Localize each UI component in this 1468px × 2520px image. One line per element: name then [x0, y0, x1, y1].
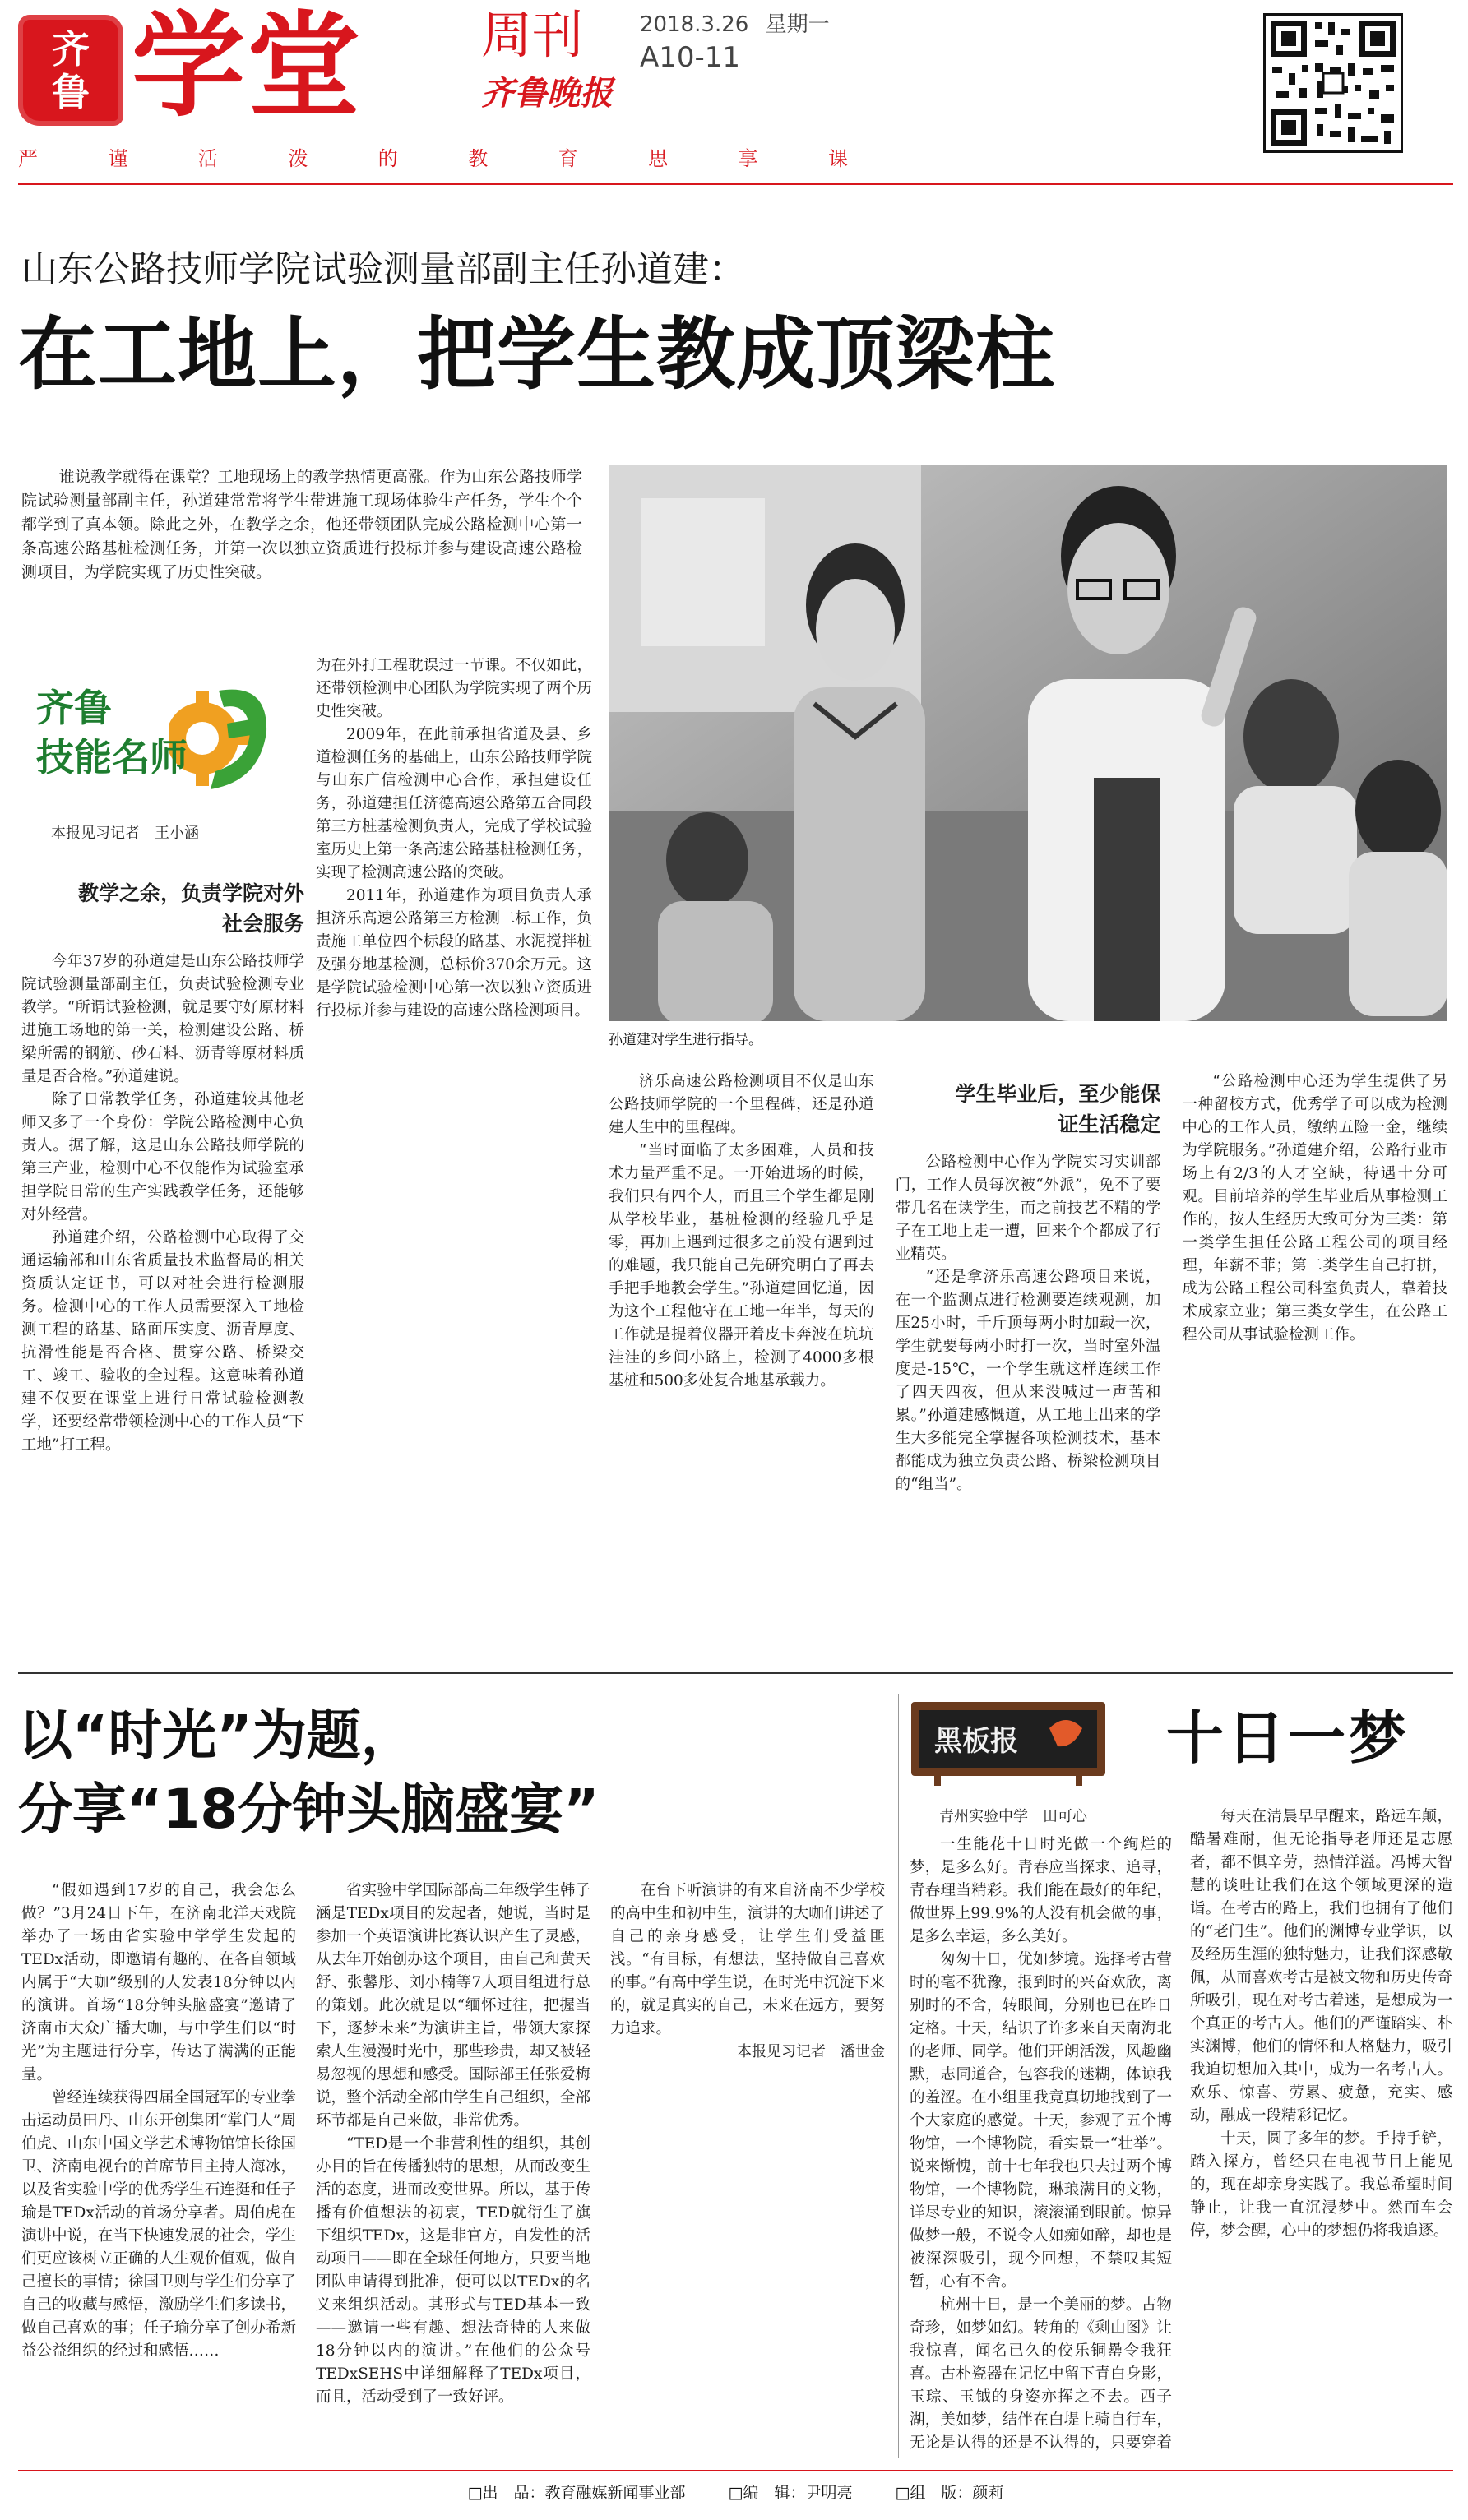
qr-code [1263, 13, 1403, 153]
slogan-char: 享 [738, 146, 759, 170]
seal-logo [18, 15, 123, 126]
footer-designer: □组 版：颜莉 [895, 2484, 1004, 2502]
paragraph: 为在外打工程耽误过一节课。不仅如此，还带领检测中心团队为学院实现了两个历史性突破。 [316, 658, 592, 720]
page-numbers: A10-11 [640, 41, 741, 74]
vertical-divider [898, 1694, 899, 2458]
paragraph: “还是拿济乐高速公路项目来说，在一个监测点进行检测要连续观测，加压25小时，千斤顶每两小时加载一次，学生就要每两小时打一次，当时室外温度是-15℃，一个学生就这样连续工作了四天四夜，但从来没喊过一声苦和累。”孙道建感慨道，从工地上出来的学生大多能完全掌握各项检测技术，基本都能成为独立负责公路、桥梁检测项目的“组当”。 [895, 1269, 1161, 1493]
masthead-weekly: 周刊 [481, 5, 584, 65]
paragraph: 每天在清晨早早醒来，路远车颠，酷暑难耐，但无论指导老师还是志愿者，都不惧辛劳，热情洋溢。冯博大智慧的谈吐让我们在这个领域更深的造诣。在考古的路上，我们也拥有了他们的“老门生”。他们的渊博专业学识，以及经历生涯的独特魅力，让我们深感敬佩，从而喜欢考古是被文物和历史传奇所吸引，现在对考古着迷，是想成为一个真正的考古人。他们的严谨踏实、朴实渊博，他们的情怀和人格魅力，吸引我迫切想加入其中，成为一名考古人。欢乐、惊喜、劳累、疲惫，充实、感动，融成一段精彩记忆。 [1190, 1808, 1452, 2125]
blackboard-label: 黑板报 [934, 1725, 1018, 1758]
paragraph: 在台下听演讲的有来自济南不少学校的高中生和初中生，演讲的大咖们讲述了自己的亲身感受，让学生们受益匪浅。“有目标，有想法，坚持做自己喜欢的事。”有高中学生说，在时光中沉淀下来的，就是真实的自己，未来在远方，要努力追求。 [610, 1882, 885, 2037]
article2-headline-2: 分享“18分钟头脑盛宴” [18, 1778, 600, 1841]
article1-headline: 在工地上，把学生教成顶梁柱 [18, 308, 1055, 400]
slogan-char: 的 [377, 146, 399, 170]
badge-line1: 齐鲁 [36, 686, 112, 730]
paragraph: 济乐高速公路检测项目不仅是山东公路技师学院的一个里程碑，还是孙道建人生中的里程碑。 [609, 1073, 874, 1136]
date-text: 2018.3.26 [640, 12, 749, 37]
slogan-char: 教 [468, 146, 489, 170]
slogan-char: 思 [648, 146, 669, 170]
footer-publisher: □出 品：教育融媒新闻事业部 [467, 2484, 686, 2502]
article1-kicker: 山东公路技师学院试验测量部副主任孙道建： [21, 248, 745, 290]
article1-col-4 [896, 1070, 1161, 1644]
paragraph: “假如遇到17岁的自己，我会怎么做？”3月24日下午，在济南北洋天戏院举办了一场由省实验中学学生发起的TEDx活动，即邀请有趣的、在各自领域内属于“大咖”级别的人发表18分钟以内的演讲。首场“18分钟头脑盛宴”邀请了济南市大众广播大咖，与中学生们以“时光”为主题进行分享，传达了满满的正能量。 [21, 1882, 296, 2083]
paragraph: 今年37岁的孙道建是山东公路技师学院试验测量部副主任，负责试验检测专业教学。“所谓试验检测，就是要守好原材料进施工场地的第一关，检测建设公路、桥梁所需的钢筋、砂石料、沥青等原材料质量是否合格。”孙道建说。 [21, 953, 304, 1085]
article1-byline: 本报见习记者 王小涵 [51, 825, 199, 842]
slogan-bar [18, 140, 849, 173]
slogan-char: 课 [827, 146, 849, 170]
seal-text: 齐鲁 [52, 26, 90, 114]
article3-columns [910, 1806, 1452, 2455]
paragraph: 十天，圆了多年的梦。手持手铲，踏入探方，曾经只在电视节目上能见的，现在却亲身实践了。我总希望时间静止，让我一直沉浸梦中。然而车会停，梦会醒，心中的梦想仍将我追逐。 [1190, 2130, 1452, 2240]
paragraph: 曾经连续获得四届全国冠军的专业拳击运动员田丹、山东开创集团“掌门人”周伯虎、山东中国文学艺术博物馆馆长徐国卫、济南电视台的首席节目主持人海冰，以及省实验中学的优秀学生石连挺和任子瑜是TEDx活动的首场分享者。周伯虎在演讲中说，在当下快速发展的社会，学生们更应该树立正确的人生观价值观，做自己擅长的事情；徐国卫则与学生们分享了自己的收藏与感悟，激励学生们多读书，做自己喜欢的事；任子瑜分享了创办希新益公益组织的经过和感悟…… [21, 2089, 296, 2360]
photo-caption: 孙道建对学生进行指导。 [609, 1032, 762, 1048]
paragraph: 匆匆十日，优如梦境。选择考古营时的毫不犹豫，报到时的兴奋欢欣，离别时的不舍，转眼间，分别也已在昨日定格。十天，结识了许多来自天南海北的老师、同学。他们开朗活泼，风趣幽默，志同道合，包容我的迷糊，体谅我的羞涩。在小组里我竟真切地找到了一个大家庭的感觉。十天，参观了五个博物馆，一个博物院，看实景一“壮举”。说来惭愧，前十七年我也只去过两个博物馆，一个博物院，琳琅满目的文物，详尽专业的知识，滚滚涌到眼前。惊异做梦一般，不说令人如痴如醉，却也是被深深吸引，现今回想，不禁叹其短暂，心有不舍。 [910, 1951, 1172, 2291]
article1-subhead-1: 教学之余，负责学院对外社会服务 [77, 881, 304, 936]
article3-byline: 青州实验中学 田可心 [939, 1808, 1087, 1825]
paragraph: 省实验中学国际部高二年级学生韩子涵是TEDx项目的发起者，她说，当时是参加一个英语演讲比赛认识产生了灵感，从去年开始创办这个项目，由自己和黄天舒、张馨彤、刘小楠等7人项目组进行总的策划。此次就是以“缅怀过往，把握当下，逐梦未来”为演讲主旨，带领大家探索人生漫漫时光中，那些珍贵，却又被轻易忽视的思想和感受。国际部王任张爱梅说，整个活动全部由学生自己组织，全部环节都是自己来做，非常优秀。 [316, 1882, 590, 2129]
article1-col-1 [21, 822, 304, 1644]
paragraph: 2011年，孙道建作为项目负责人承担济乐高速公路第三方检测二标工作，负责施工单位四个标段的路基、水泥搅拌桩及强夯地基检测，总标价370余万元。这是学院试验检测中心第一次以独立资质进行投标并参与建设的高速公路检测项目。 [316, 887, 592, 1020]
article2-col-2 [316, 1880, 590, 2447]
paragraph: 孙道建介绍，公路检测中心取得了交通运输部和山东省质量技术监督局的相关资质认定证书，可以对社会进行检测服务。检测中心的工作人员需要深入工地检测工程的路基、路面压实度、沥青厚度、抗滑性能是否合格、贯穿公路、桥梁交工、竣工、验收的全过程。这意味着孙道建不仅要在课堂上进行日常试验检测教学，还要经常带领检测中心的工作人员“下工地”打工程。 [21, 1229, 304, 1454]
article2-byline: 本报见习记者 潘世金 [737, 2043, 885, 2060]
paragraph: 一生能花十日时光做一个绚烂的梦，是多么好。青春应当探求、追寻，青春理当精彩。我们能在最好的年纪，做世界上99.9%的人没有机会做的事，是多么幸运，多么美好。 [910, 1836, 1172, 1945]
slogan-char: 活 [197, 146, 219, 170]
slogan-char: 泼 [288, 146, 309, 170]
newspaper-name: 齐鲁晚报 [481, 74, 613, 113]
article2-col-3 [610, 1880, 885, 2447]
paragraph: “TED是一个非营利性的组织，其创办目的旨在传播独特的思想，从而改变生活的态度，进而改变世界。所以，基于传播有价值想法的初衷，TED就衍生了旗下组织TEDx，这是非官方，自发性的活动项目——即在全球任何地方，只要当地团队申请得到批准，便可以以TEDx的名义来组织活动。其形式与TED基本一致——邀请一些有趣、想法奇特的人来做18分钟以内的演讲。”在他们的公众号TEDxSEHS中详细解释了TEDx项目，而且，活动受到了一致好评。 [316, 2135, 590, 2406]
article1-col-3 [609, 1070, 874, 1644]
article1-col-2 [316, 658, 592, 1644]
article3-col-1 [910, 1806, 1172, 2455]
paragraph: 杭州十日，是一个美丽的梦。古物奇珍，如梦如幻。转角的《剩山图》让我惊喜，闻名已久的佼乐铜罍令我狂喜。古朴瓷器在记忆中留下青白身影，玉琮、玉钺的身姿亦挥之不去。西子湖，美如梦，结伴在白堤上骑自行车，无论是认得的还是不认得的，只要穿着 [910, 2296, 1172, 2452]
masthead [0, 0, 1468, 189]
article1-lead: 谁说教学就得在课堂？工地现场上的教学热情更高涨。作为山东公路技师学院试验测量部副主任，孙道建常常将学生带进施工现场体验生产任务，学生个个都学到了真本领。除此之外，在教学之余，他还带领团队完成公路检测中心第一条高速公路基桩检测任务，并第一次以独立资质进行投标并参与建设高速公路检测项目，为学院实现了历史性突破。 [21, 468, 582, 581]
paragraph: “公路检测中心还为学生提供了另一种留校方式，优秀学子可以成为检测中心的工作人员，缴纳五险一金，继续为学院服务。”孙道建介绍，公路行业市场上有2/3的人才空缺，待遇十分可观。目前培养的学生毕业后从事检测工作的，按人生经历大致可分为三类：第一类学生担任公路工程公司的项目经理，年薪不菲；第二类学生自己打拼，成为公路工程公司科室负责人，靠着技术成家立业；第三类女学生，在公路工程公司从事试验检测工作。 [1182, 1073, 1448, 1343]
article3-col-2 [1190, 1806, 1452, 2455]
article3-headline: 十日一梦 [1166, 1704, 1410, 1772]
article1-photo [609, 465, 1447, 1021]
article1-subhead-3: 学生毕业后，至少能保证生活稳定 [955, 1082, 1161, 1136]
masthead-rule [18, 183, 1453, 185]
footer-editor: □编 辑：尹明亮 [728, 2484, 853, 2502]
slogan-char: 谨 [108, 146, 129, 170]
slogan-char: 严 [18, 146, 39, 170]
paragraph: 公路检测中心作为学院实习实训部门，工作人员每次被“外派”，免不了要带几名在读学生，而之前技艺不精的学子在工地上走一遭，回来个个都成了行业精英。 [895, 1154, 1161, 1263]
blackboard-logo [910, 1695, 1107, 1786]
paragraph: 2009年，在此前承担省道及县、乡道检测任务的基础上，山东公路技师学院与山东广信检测中心合作，承担建设任务，孙道建担任济德高速公路第五合同段第三方桩基检测负责人，完成了学校试验室历史上第一条高速公路基桩检测任务，实现了检测高速公路的突破。 [316, 726, 592, 881]
skill-master-badge [21, 674, 276, 798]
paragraph: 除了日常教学任务，孙道建较其他老师又多了一个身份：学院公路检测中心负责人。据了解，这是山东公路技师学院的第三产业，检测中心不仅能作为试验室承担学院日常的生产实践教学任务，还能够对外经营。 [21, 1091, 304, 1223]
article1-columns-left [21, 822, 304, 1644]
article2-col-1 [21, 1880, 296, 2447]
slogan-char: 育 [558, 146, 579, 170]
footer [18, 2478, 1453, 2511]
weekday-text: 星期一 [765, 12, 830, 37]
issue-date [640, 12, 830, 38]
article1-col-5 [1182, 1070, 1447, 1644]
paragraph: “当时面临了太多困难，人员和技术力量严重不足。一开始进场的时候，我们只有四个人，而且三个学生都是刚从学校毕业，基桩检测的经验几乎是零，再加上遇到过很多之前没有遇到过的难题，我只能自己先研究明白了再去手把手地教会学生。”孙道建回忆道，因为这个工程他守在工地一年半，每天的工作就是提着仪器开着皮卡奔波在坑坑洼洼的乡间小路上，检测了4000多根基桩和500多处复合地基承载力。 [609, 1142, 874, 1389]
article2-headline-1: 以“时光”为题， [18, 1704, 415, 1767]
section-divider [18, 1672, 1453, 1674]
footer-rule [18, 2470, 1453, 2471]
article1-columns-bottom [609, 1070, 1447, 1644]
masthead-title: 学堂 [132, 0, 363, 132]
article1-columns-mid [316, 658, 592, 1644]
article2-columns [21, 1880, 885, 2447]
badge-line2: 技能名师 [36, 735, 188, 779]
